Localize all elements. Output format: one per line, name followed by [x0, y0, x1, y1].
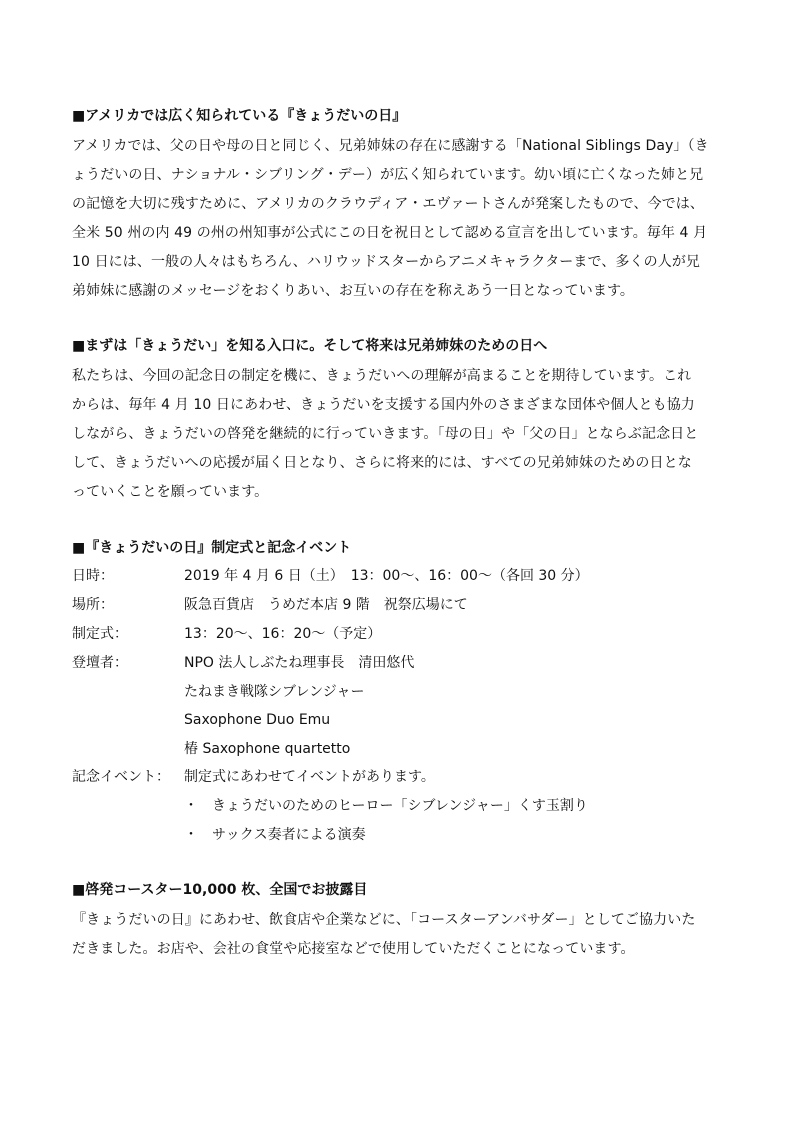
datetime-value: 2019 年 4 月 6 日（土） 13：00～、16：00～（各回 30 分） — [184, 568, 589, 584]
section-body: 『きょうだいの日』にあわせ、飲食店や企業などに、「コースターアンバサダー」としてご協力いた だきました。お店や、会社の食堂や応接室などで使用していただくことになっています。 — [72, 912, 696, 957]
event-value: 制定式にあわせてイベントがあります。 — [184, 769, 435, 785]
event-item: ・ サックス奏者による演奏 — [184, 827, 366, 843]
place-label: 場所： — [72, 597, 114, 613]
event-label: 記念イベント： — [72, 769, 170, 785]
speakers-label: 登壇者： — [72, 655, 128, 671]
section-ceremony-event — [72, 538, 722, 558]
speaker-item: たねまき戦隊シブレンジャー — [184, 684, 365, 700]
section-heading: ■啓発コースター10,000 枚、全国でお披露目 — [72, 882, 368, 898]
event-item: ・ きょうだいのためのヒーロー「シブレンジャー」くす玉割り — [184, 798, 588, 814]
speaker-item: Saxophone Duo Emu — [184, 712, 331, 728]
section-heading: ■『きょうだいの日』制定式と記念イベント — [72, 540, 352, 556]
ceremony-label: 制定式： — [72, 626, 128, 642]
section-national-siblings-day — [72, 106, 722, 306]
section-body: 私たちは、今回の記念日の制定を機に、きょうだいへの理解が高まることを期待しています。これ からは、毎年 4 月 10 日にあわせ、きょうだいを支援する国内外のさまざまな団体や個人とも協力 しながら、きょうだいの啓発を継続的に行っていきます。「母の日」や「父の日」とならぶ記念日と して、きょうだいへの応援が届く日となり、さらに将来的には、すべての兄弟姉妹のための日とな っていくことを願っています。 — [72, 368, 699, 500]
speaker-item: 椿 Saxophone quartetto — [184, 741, 351, 757]
place-value: 阪急百貨店 うめだ本店 9 階 祝祭広場にて — [184, 597, 468, 613]
section-coaster — [72, 880, 722, 964]
section-heading: ■まずは「きょうだい」を知る入口に。そして将来は兄弟姉妹のための日へ — [72, 338, 548, 354]
section-heading: ■アメリカでは広く知られている『きょうだいの日』 — [72, 108, 407, 124]
ceremony-value: 13：20～、16：20～（予定） — [184, 626, 382, 642]
section-body: アメリカでは、父の日や母の日と同じく、兄弟姉妹の存在に感謝する「National Siblings Day」（き ょうだいの日、ナショナル・シブリング・デー）が広く知られています。幼い頃に亡くなった姉と兄 の記憶を大切に残すために、アメリカのクラウディア・エヴァートさんが発案したもので、今では、 全米 50 州の内 49 の州の州知事が公式にこの日を祝日として認める宣言を出しています。毎年 4 月 10 日には、一般の人々はもちろん、ハリウッドスターからアニメキャラクターまで、多くの人が兄 弟姉妹に感謝のメッセージをおくりあい、お互いの存在を称えあう一日となっています。 — [72, 138, 709, 299]
section-entry-point — [72, 336, 722, 507]
speaker-item: NPO 法人しぶたね理事長 清田悠代 — [184, 655, 415, 671]
datetime-label: 日時： — [72, 568, 114, 584]
